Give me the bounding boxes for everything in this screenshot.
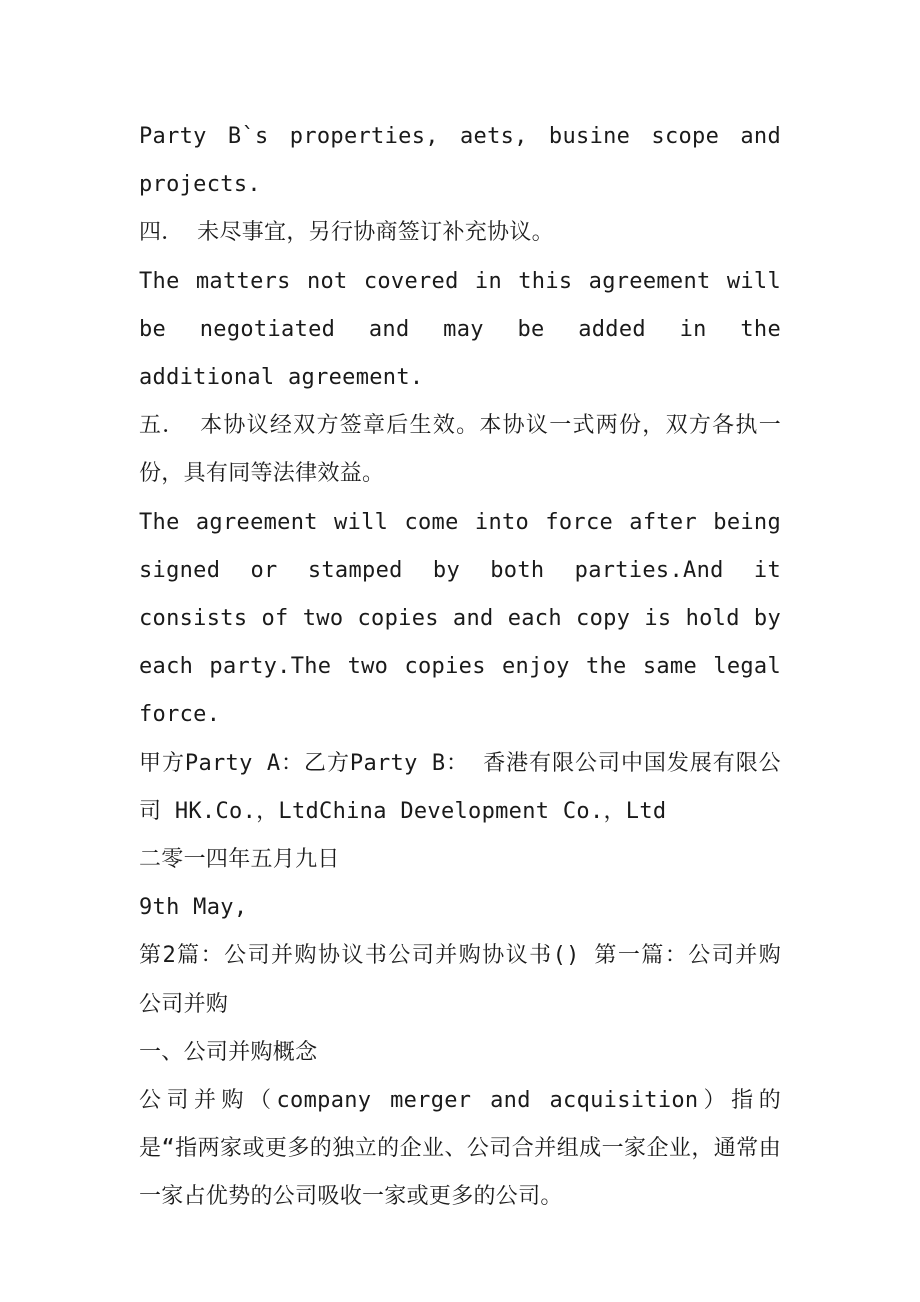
paragraph-clause-five-cn: 五． 本协议经双方签章后生效。本协议一式两份，双方各执一份，具有同等法律效益。 <box>139 413 781 487</box>
paragraph-section-two-title: 第2篇：公司并购协议书公司并购协议书() 第一篇：公司并购 公司并购 <box>139 943 781 1017</box>
paragraph-signatories: 甲方Party A：乙方Party B： 香港有限公司中国发展有限公司 HK.Co.，LtdChina Development Co.，Ltd <box>139 750 781 824</box>
paragraph-clause-four-en: The matters not covered in this agreement will be negotiated and may be added in the additional agreement. <box>139 268 781 391</box>
paragraph-merger-definition: 公司并购（company merger and acquisition）指的是“指两家或更多的独立的企业、公司合并组成一家企业，通常由一家占优势的公司吸收一家或更多的公司。 <box>139 1088 781 1210</box>
paragraph-clause-four-cn: 四． 未尽事宜，另行协商签订补充协议。 <box>139 220 554 246</box>
paragraph-section-heading: 一、公司并购概念 <box>139 1039 318 1065</box>
paragraph-clause-five-en: The agreement will come into force after being signed or stamped by both parties.And it consists of two copies and each copy is hold by each party.The two copies enjoy the same legal force. <box>139 509 781 728</box>
paragraph-date-en: 9th May, <box>139 895 248 921</box>
document-body <box>139 113 781 1222</box>
paragraph-date-cn: 二零一四年五月九日 <box>139 847 340 873</box>
paragraph-party-b-properties: Party B`s properties, aets, busine scope and projects. <box>139 124 781 198</box>
